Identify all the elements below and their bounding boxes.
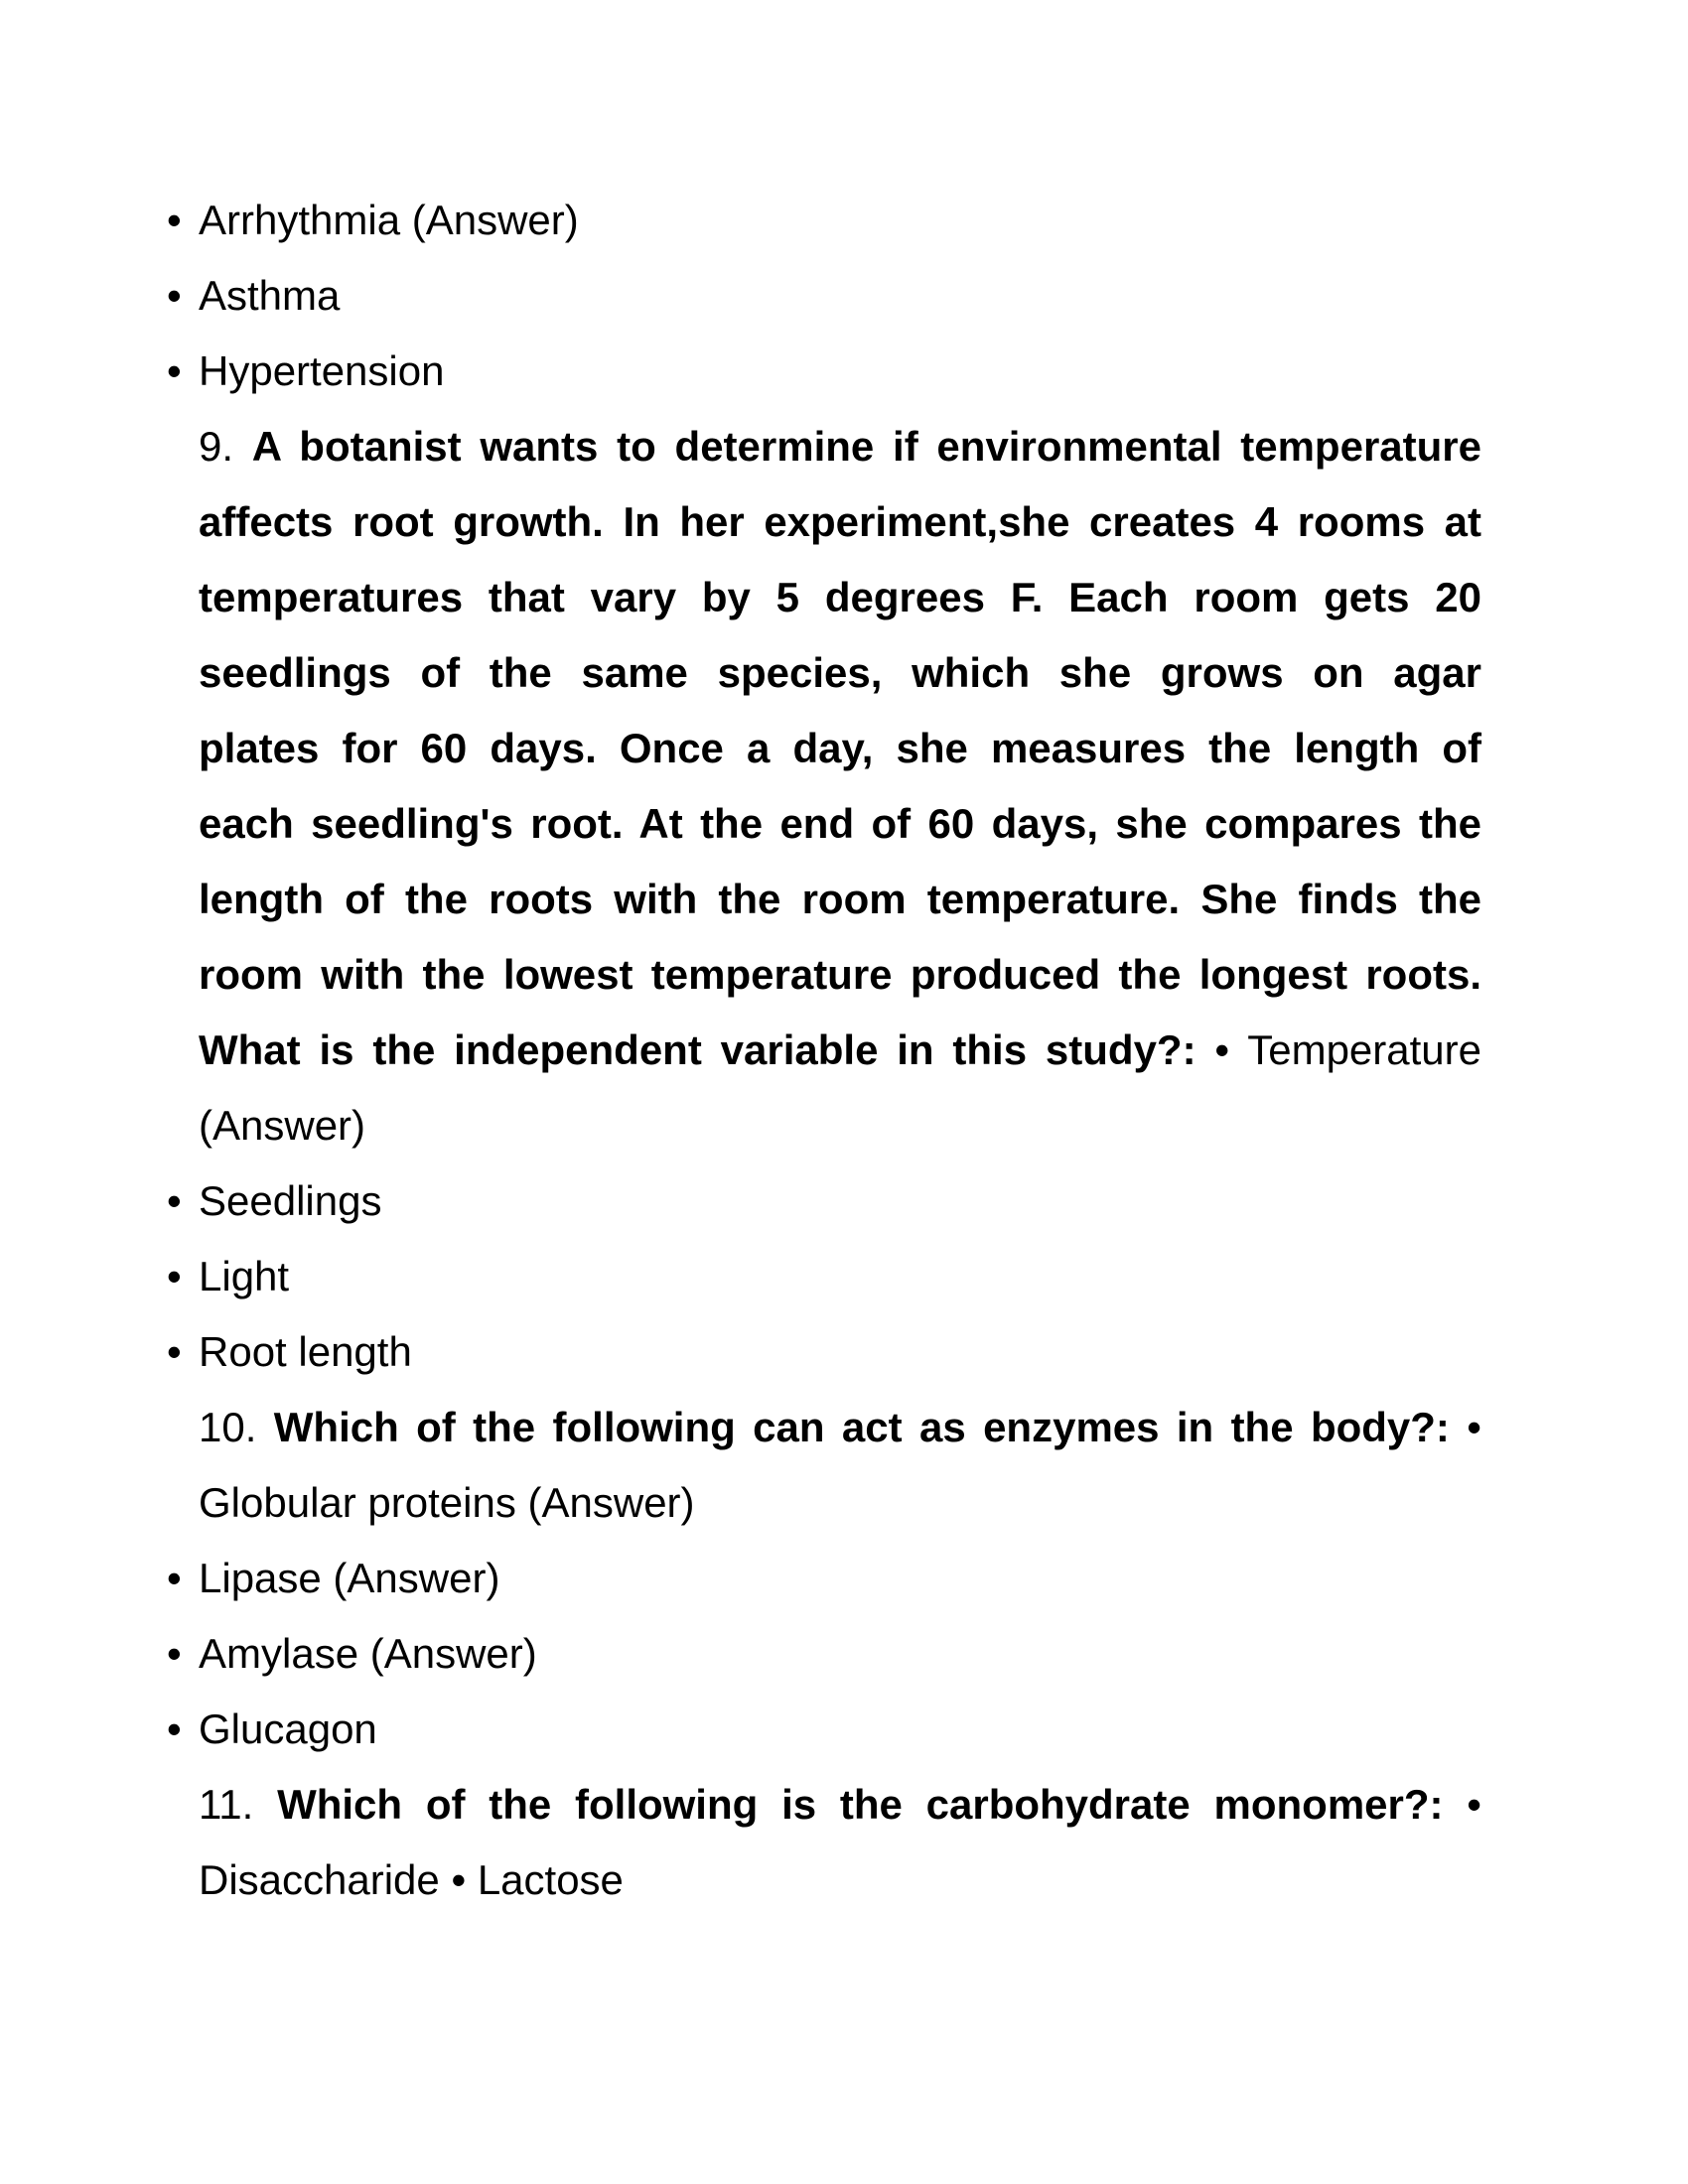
option-text: Amylase (Answer): [199, 1630, 537, 1677]
q9-question-line-2: affects root growth. In her experiment,she creates 4 rooms at: [199, 498, 1481, 545]
bullet-icon: •: [167, 1177, 182, 1224]
bullet-icon: •: [167, 1555, 182, 1601]
option-text: Lipase (Answer): [199, 1555, 500, 1601]
q9-question-line-4: seedlings of the same species, which she grows on agar: [199, 649, 1481, 696]
option-text: Root length: [199, 1328, 412, 1375]
option-text: Arrhythmia (Answer): [199, 197, 579, 243]
q9-question-line-9: [199, 1024, 1481, 1076]
q11-options: Disaccharide • Lactose: [199, 1856, 624, 1903]
q9-option-2: [167, 1175, 1450, 1227]
question-text: What is the independent variable in this study?:: [199, 1026, 1196, 1073]
q9-option-3: [167, 1251, 1450, 1302]
q11-question-line-1: [199, 1779, 1481, 1831]
bullet-icon: •: [1214, 1026, 1230, 1073]
q10-option-4: [167, 1704, 1450, 1755]
bullet-icon: •: [167, 1253, 182, 1299]
option-text: Asthma: [199, 272, 341, 319]
q9-question-line-5: plates for 60 days. Once a day, she measures the length of: [199, 725, 1481, 771]
bullet-icon: •: [167, 1328, 182, 1375]
bullet-icon: •: [167, 347, 182, 394]
bullet-icon: •: [167, 1706, 182, 1752]
question-number: 10.: [199, 1404, 257, 1450]
q10-option-3: [167, 1628, 1450, 1680]
question-text: Which of the following can act as enzymes in the body?:: [273, 1404, 1450, 1450]
option-text: Temperature: [1247, 1026, 1481, 1073]
bullet-icon: •: [1467, 1781, 1482, 1828]
question-number: 11.: [199, 1781, 254, 1828]
option-text: Seedlings: [199, 1177, 382, 1224]
q9-question-line-7: length of the roots with the room temperature. She finds the: [199, 876, 1481, 922]
option-text: Hypertension: [199, 347, 445, 394]
bullet-icon: •: [167, 1630, 182, 1677]
question-text: A botanist wants to determine if environmental temperature: [251, 423, 1481, 470]
bullet-icon: •: [167, 272, 182, 319]
bullet-icon: •: [167, 197, 182, 243]
q9-question-line-6: each seedling's root. At the end of 60 days, she compares the: [199, 800, 1481, 847]
bullet-icon: •: [1467, 1404, 1481, 1450]
q8-option-3: [167, 345, 1450, 397]
option-text: Glucagon: [199, 1706, 377, 1752]
q9-option-4: [167, 1326, 1450, 1378]
q10-option-1: Globular proteins (Answer): [199, 1479, 695, 1526]
q10-option-2: [167, 1553, 1450, 1604]
q9-question-line-1: [199, 421, 1481, 473]
question-text: Which of the following is the carbohydrate monomer?:: [277, 1781, 1444, 1828]
q10-question-line-1: [199, 1402, 1481, 1453]
q9-option-1-continued: (Answer): [199, 1102, 366, 1149]
option-text: Light: [199, 1253, 290, 1299]
q9-question-line-8: room with the lowest temperature produced the longest roots.: [199, 951, 1481, 998]
q8-option-2: [167, 270, 1450, 322]
q8-option-1: [167, 195, 1450, 246]
q9-question-line-3: temperatures that vary by 5 degrees F. Each room gets 20: [199, 574, 1481, 620]
question-number: 9.: [199, 423, 234, 470]
